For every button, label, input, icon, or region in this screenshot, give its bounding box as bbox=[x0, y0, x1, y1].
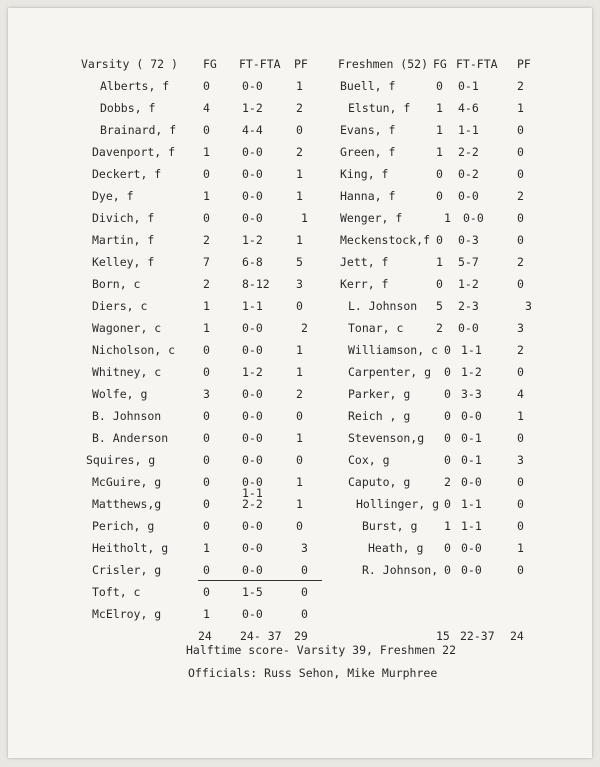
player-pf: 0 bbox=[517, 563, 524, 577]
player-fg: 2 bbox=[444, 475, 451, 489]
player-name: Cox, g bbox=[348, 453, 390, 467]
player-name: Wenger, f bbox=[340, 211, 403, 225]
varsity-total-pf: 29 bbox=[294, 629, 308, 643]
player-ftfta: 1-2 bbox=[242, 101, 263, 115]
freshmen-header-name: Freshmen (52) bbox=[338, 57, 429, 71]
player-name: B. Johnson bbox=[92, 409, 162, 423]
player-ftfta: 1-1 bbox=[461, 519, 482, 533]
player-pf: 3 bbox=[517, 321, 524, 335]
player-name: Kelley, f bbox=[92, 255, 155, 269]
player-pf: 0 bbox=[517, 277, 524, 291]
player-fg: 0 bbox=[436, 189, 443, 203]
player-ftfta: 0-0 bbox=[242, 607, 263, 621]
player-fg: 0 bbox=[444, 497, 451, 511]
player-fg: 1 bbox=[436, 255, 443, 269]
player-ftfta: 0-1 bbox=[461, 453, 482, 467]
freshmen-total-fg: 15 bbox=[436, 629, 450, 643]
player-name: Meckenstock,f bbox=[340, 233, 431, 247]
player-fg: 1 bbox=[203, 189, 210, 203]
player-pf: 1 bbox=[301, 211, 308, 225]
player-pf: 0 bbox=[296, 519, 303, 533]
player-fg: 0 bbox=[203, 453, 210, 467]
player-pf: 0 bbox=[296, 453, 303, 467]
player-pf: 4 bbox=[517, 387, 524, 401]
player-name: Squires, g bbox=[86, 453, 156, 467]
player-pf: 1 bbox=[296, 189, 303, 203]
player-pf: 3 bbox=[517, 453, 524, 467]
player-ftfta: 4-4 bbox=[242, 123, 263, 137]
player-name: Brainard, f bbox=[100, 123, 177, 137]
player-name: Toft, c bbox=[92, 585, 141, 599]
player-ftfta: 0-0 bbox=[461, 409, 482, 423]
player-fg: 2 bbox=[203, 277, 210, 291]
varsity-header-pf: PF bbox=[294, 57, 308, 71]
player-name: Reich , g bbox=[348, 409, 411, 423]
player-pf: 1 bbox=[296, 233, 303, 247]
player-name: Divich, f bbox=[92, 211, 155, 225]
player-ftfta: 2-2 bbox=[458, 145, 479, 159]
player-pf: 2 bbox=[296, 387, 303, 401]
player-pf: 1 bbox=[296, 475, 303, 489]
player-fg: 0 bbox=[203, 585, 210, 599]
player-fg: 0 bbox=[444, 409, 451, 423]
player-pf: 2 bbox=[517, 255, 524, 269]
player-pf: 0 bbox=[301, 585, 308, 599]
player-name: Hanna, f bbox=[340, 189, 396, 203]
player-name: Wagoner, c bbox=[92, 321, 162, 335]
player-ftfta: 0-0 bbox=[242, 79, 263, 93]
freshmen-total-pf: 24 bbox=[510, 629, 524, 643]
player-fg: 5 bbox=[436, 299, 443, 313]
player-name: Dye, f bbox=[92, 189, 134, 203]
player-fg: 0 bbox=[203, 519, 210, 533]
player-ftfta: 0-1 bbox=[458, 79, 479, 93]
player-ftfta: 1-2 bbox=[458, 277, 479, 291]
officials: Officials: Russ Sehon, Mike Murphree bbox=[188, 666, 438, 680]
player-name: Deckert, f bbox=[92, 167, 162, 181]
player-fg: 4 bbox=[203, 101, 210, 115]
player-fg: 1 bbox=[436, 145, 443, 159]
player-name: Tonar, c bbox=[348, 321, 404, 335]
player-ftfta: 0-0 bbox=[458, 321, 479, 335]
player-name: L. Johnson bbox=[348, 299, 418, 313]
player-ftfta: 1-2 bbox=[242, 233, 263, 247]
player-name: Dobbs, f bbox=[100, 101, 156, 115]
player-fg: 1 bbox=[444, 211, 451, 225]
player-pf: 2 bbox=[517, 343, 524, 357]
player-name: Heath, g bbox=[368, 541, 424, 555]
player-name: Whitney, c bbox=[92, 365, 162, 379]
player-fg: 0 bbox=[444, 365, 451, 379]
player-name: R. Johnson, bbox=[362, 563, 439, 577]
player-fg: 0 bbox=[203, 409, 210, 423]
player-ftfta: 2-2 bbox=[242, 497, 263, 511]
player-pf: 0 bbox=[517, 167, 524, 181]
player-name: Green, f bbox=[340, 145, 396, 159]
player-pf: 0 bbox=[517, 123, 524, 137]
player-pf: 0 bbox=[296, 299, 303, 313]
scoresheet-page bbox=[8, 8, 592, 758]
player-name: Williamson, c bbox=[348, 343, 439, 357]
player-pf: 0 bbox=[517, 497, 524, 511]
player-name: Perich, g bbox=[92, 519, 155, 533]
player-ftfta: 0-0 bbox=[242, 211, 263, 225]
player-pf: 0 bbox=[296, 123, 303, 137]
player-fg: 1 bbox=[436, 101, 443, 115]
player-name: Stevenson,g bbox=[348, 431, 425, 445]
player-ftfta: 1-1 bbox=[461, 497, 482, 511]
player-pf: 0 bbox=[517, 519, 524, 533]
player-name: Born, c bbox=[92, 277, 141, 291]
player-fg: 0 bbox=[436, 167, 443, 181]
player-pf: 2 bbox=[296, 101, 303, 115]
player-ftfta: 0-0 bbox=[458, 189, 479, 203]
player-pf: 0 bbox=[301, 607, 308, 621]
player-ftfta: 1-1 bbox=[461, 343, 482, 357]
player-ftfta: 0-0 bbox=[242, 189, 263, 203]
player-name: King, f bbox=[340, 167, 389, 181]
player-ftfta: 0-0 bbox=[242, 453, 263, 467]
player-fg: 1 bbox=[203, 541, 210, 555]
player-name: Martin, f bbox=[92, 233, 155, 247]
player-ftfta: 0-0 bbox=[242, 321, 263, 335]
player-name: Alberts, f bbox=[100, 79, 170, 93]
player-name: Evans, f bbox=[340, 123, 396, 137]
player-fg: 0 bbox=[444, 563, 451, 577]
player-ftfta: 1-1 bbox=[458, 123, 479, 137]
player-name: Matthews,g bbox=[92, 497, 162, 511]
player-name: Parker, g bbox=[348, 387, 411, 401]
player-ftfta: 6-8 bbox=[242, 255, 263, 269]
player-ftfta: 0-0 bbox=[242, 563, 263, 577]
player-ftfta: 0-3 bbox=[458, 233, 479, 247]
player-ftfta: 0-0 bbox=[461, 541, 482, 555]
player-ftfta: 0-0 bbox=[242, 475, 263, 489]
player-fg: 1 bbox=[203, 145, 210, 159]
player-fg: 2 bbox=[436, 321, 443, 335]
player-fg: 0 bbox=[444, 343, 451, 357]
player-name: B. Anderson bbox=[92, 431, 169, 445]
player-ftfta: 0-0 bbox=[242, 145, 263, 159]
player-ftfta: 0-0 bbox=[242, 431, 263, 445]
player-name: McGuire, g bbox=[92, 475, 162, 489]
player-fg: 0 bbox=[203, 167, 210, 181]
player-fg: 1 bbox=[436, 123, 443, 137]
player-name: Crisler, g bbox=[92, 563, 162, 577]
player-fg: 0 bbox=[203, 79, 210, 93]
player-pf: 1 bbox=[517, 101, 524, 115]
player-pf: 0 bbox=[517, 211, 524, 225]
varsity-header-fg: FG bbox=[203, 57, 217, 71]
player-name: Davenport, f bbox=[92, 145, 176, 159]
player-ftfta: 1-5 bbox=[242, 585, 263, 599]
player-ftfta: 8-12 bbox=[242, 277, 270, 291]
player-pf: 2 bbox=[517, 79, 524, 93]
freshmen-header-ftfta: FT-FTA bbox=[456, 57, 498, 71]
player-pf: 2 bbox=[301, 321, 308, 335]
player-ftfta: 1-2 bbox=[242, 365, 263, 379]
freshmen-header-fg: FG bbox=[433, 57, 447, 71]
player-pf: 1 bbox=[517, 409, 524, 423]
player-pf: 0 bbox=[517, 233, 524, 247]
player-ftfta: 0-0 bbox=[242, 541, 263, 555]
player-name: Elstun, f bbox=[348, 101, 411, 115]
varsity-total-fg: 24 bbox=[198, 629, 212, 643]
player-fg: 0 bbox=[444, 431, 451, 445]
player-pf: 1 bbox=[517, 541, 524, 555]
player-ftfta: 0-0 bbox=[461, 475, 482, 489]
player-pf: 1 bbox=[296, 431, 303, 445]
player-pf: 0 bbox=[517, 475, 524, 489]
player-pf: 1 bbox=[296, 365, 303, 379]
player-name: Caputo, g bbox=[348, 475, 411, 489]
player-fg: 0 bbox=[203, 563, 210, 577]
player-pf: 1 bbox=[296, 167, 303, 181]
player-ftfta: 0-0 bbox=[242, 387, 263, 401]
player-name: Jett, f bbox=[340, 255, 389, 269]
player-fg: 0 bbox=[203, 475, 210, 489]
player-pf: 1 bbox=[296, 79, 303, 93]
player-fg: 0 bbox=[444, 387, 451, 401]
player-fg: 0 bbox=[436, 233, 443, 247]
player-ftfta: 0-0 bbox=[242, 343, 263, 357]
player-pf: 3 bbox=[301, 541, 308, 555]
player-pf: 2 bbox=[517, 189, 524, 203]
player-ftfta: 3-3 bbox=[461, 387, 482, 401]
player-fg: 1 bbox=[444, 519, 451, 533]
underline-separator bbox=[198, 580, 322, 581]
player-ftfta: 0-0 bbox=[242, 519, 263, 533]
player-pf: 5 bbox=[296, 255, 303, 269]
player-name: Burst, g bbox=[362, 519, 418, 533]
player-ftfta: 0-1 bbox=[461, 431, 482, 445]
player-ftfta: 0-0 bbox=[463, 211, 484, 225]
player-pf: 2 bbox=[296, 145, 303, 159]
player-ftfta: 5-7 bbox=[458, 255, 479, 269]
player-fg: 0 bbox=[203, 431, 210, 445]
player-fg: 2 bbox=[203, 233, 210, 247]
player-ftfta: 2-3 bbox=[458, 299, 479, 313]
player-ftfta: 1-1 bbox=[242, 299, 263, 313]
player-ftfta: 4-6 bbox=[458, 101, 479, 115]
player-fg: 0 bbox=[203, 211, 210, 225]
player-fg: 1 bbox=[203, 607, 210, 621]
player-ftfta: 0-0 bbox=[461, 563, 482, 577]
varsity-header-name: Varsity ( 72 ) bbox=[81, 57, 178, 71]
player-name: Carpenter, g bbox=[348, 365, 432, 379]
player-name: Diers, c bbox=[92, 299, 148, 313]
halftime-score: Halftime score- Varsity 39, Freshmen 22 bbox=[186, 643, 457, 657]
player-fg: 0 bbox=[436, 277, 443, 291]
freshmen-total-ftfta: 22-37 bbox=[460, 629, 495, 643]
player-pf: 0 bbox=[517, 145, 524, 159]
player-name: Nicholson, c bbox=[92, 343, 176, 357]
player-pf: 0 bbox=[517, 431, 524, 445]
player-fg: 0 bbox=[436, 79, 443, 93]
player-pf: 1 bbox=[296, 497, 303, 511]
player-ftfta: 1-2 bbox=[461, 365, 482, 379]
player-ftfta: 0-0 bbox=[242, 409, 263, 423]
player-fg: 0 bbox=[444, 453, 451, 467]
player-fg: 0 bbox=[444, 541, 451, 555]
player-name: Kerr, f bbox=[340, 277, 389, 291]
player-ftfta: 0-2 bbox=[458, 167, 479, 181]
player-ftfta: 0-0 bbox=[242, 167, 263, 181]
player-pf: 0 bbox=[296, 409, 303, 423]
player-name: Wolfe, g bbox=[92, 387, 148, 401]
player-fg: 3 bbox=[203, 387, 210, 401]
player-fg: 1 bbox=[203, 299, 210, 313]
ftfta-overtype-correction: 1-1 bbox=[242, 486, 263, 500]
player-fg: 0 bbox=[203, 343, 210, 357]
player-fg: 7 bbox=[203, 255, 210, 269]
varsity-header-ftfta: FT-FTA bbox=[239, 57, 281, 71]
player-fg: 1 bbox=[203, 321, 210, 335]
player-pf: 1 bbox=[296, 343, 303, 357]
player-name: Heitholt, g bbox=[92, 541, 169, 555]
player-fg: 0 bbox=[203, 123, 210, 137]
player-pf: 0 bbox=[517, 365, 524, 379]
player-pf: 0 bbox=[301, 563, 308, 577]
player-name: Buell, f bbox=[340, 79, 396, 93]
player-pf: 3 bbox=[525, 299, 532, 313]
player-name: Hollinger, g bbox=[356, 497, 440, 511]
player-name: McElroy, g bbox=[92, 607, 162, 621]
varsity-total-ftfta: 24- 37 bbox=[240, 629, 282, 643]
player-fg: 0 bbox=[203, 365, 210, 379]
player-fg: 0 bbox=[203, 497, 210, 511]
freshmen-header-pf: PF bbox=[517, 57, 531, 71]
player-pf: 3 bbox=[296, 277, 303, 291]
